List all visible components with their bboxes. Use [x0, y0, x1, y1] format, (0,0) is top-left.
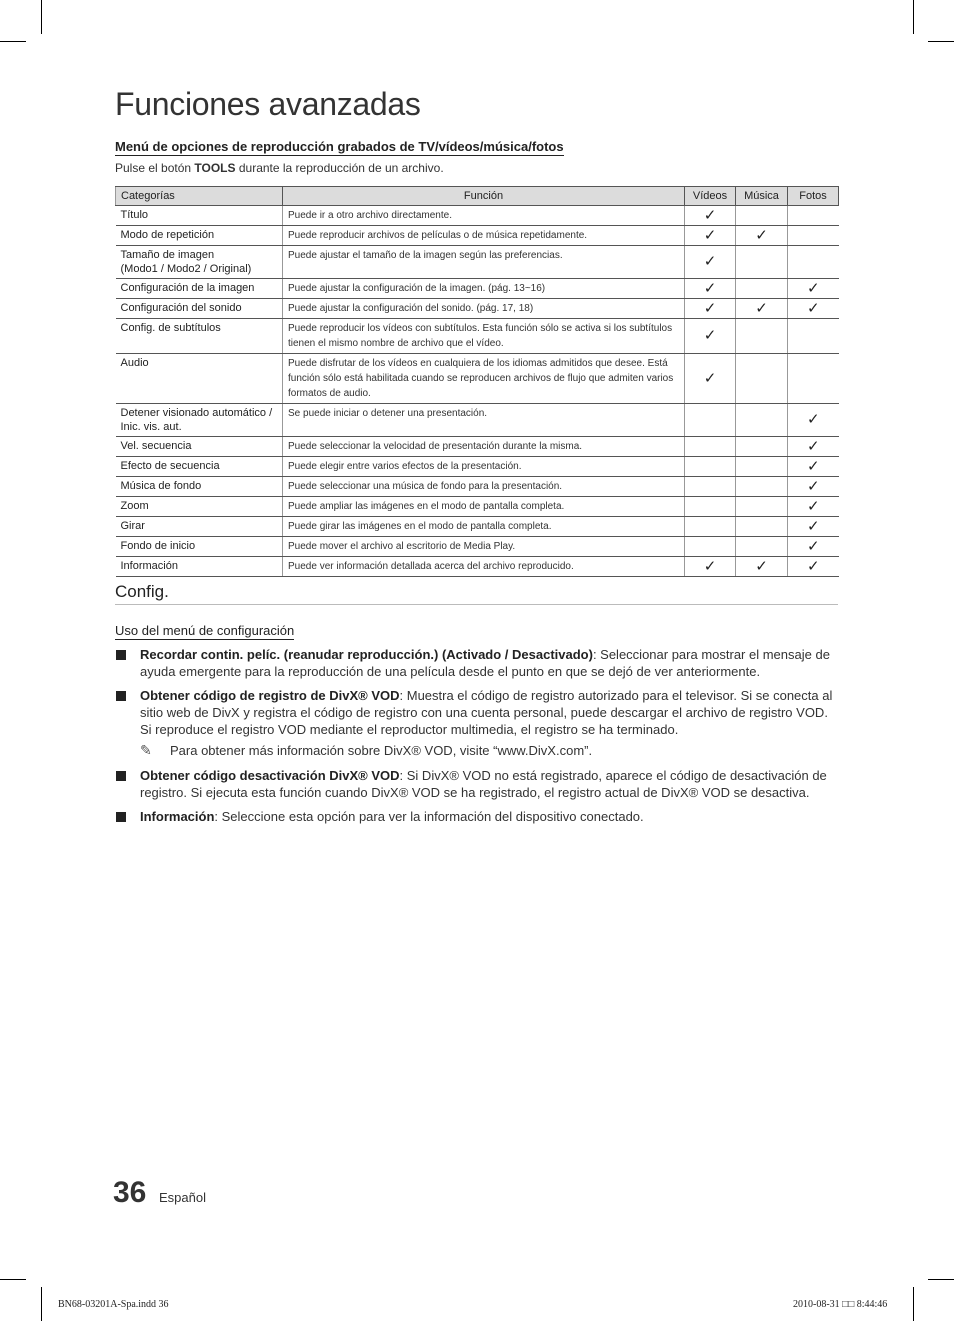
- page-language: Español: [159, 1190, 206, 1205]
- support-cell: [788, 497, 839, 517]
- support-cell: [685, 517, 736, 537]
- function-cell: Puede disfrutar de los vídeos en cualquiera de los idiomas admitidos que desee. Está función sólo está habilitada cuando se reproducen archivos de flujo que admiten varios formatos de audio.: [283, 354, 685, 404]
- support-cell: [736, 497, 788, 517]
- crop-mark: [41, 0, 42, 34]
- table-row: [116, 206, 839, 226]
- function-cell: Puede ampliar las imágenes en el modo de pantalla completa.: [283, 497, 685, 517]
- function-cell: Puede seleccionar una música de fondo para la presentación.: [283, 477, 685, 497]
- function-cell: Puede reproducir archivos de películas o de música repetidamente.: [283, 226, 685, 246]
- support-cell: [788, 226, 839, 246]
- support-cell: [788, 437, 839, 457]
- check-icon: ✓: [806, 537, 820, 555]
- table-header-row: [116, 187, 839, 206]
- support-cell: [736, 404, 788, 437]
- crop-mark: [913, 0, 914, 34]
- support-cell: [736, 246, 788, 279]
- crop-mark: [913, 1287, 914, 1321]
- square-bullet-icon: [116, 650, 126, 660]
- check-icon: ✓: [806, 411, 820, 428]
- options-table: [115, 186, 839, 577]
- function-cell: Puede reproducir los vídeos con subtítulos. Esta función sólo se activa si los subtítulos tienen el mismo nombre de archivo que el vídeo.: [283, 319, 685, 354]
- check-icon: ✓: [806, 497, 820, 515]
- table-row: [116, 477, 839, 497]
- divider: [115, 604, 838, 605]
- crop-mark: [928, 41, 954, 42]
- support-cell: [788, 537, 839, 557]
- function-cell: Puede ver información detallada acerca del archivo reproducido.: [283, 557, 685, 577]
- category-cell: Fondo de inicio: [116, 537, 283, 557]
- category-cell: Girar: [116, 517, 283, 537]
- support-cell: [685, 537, 736, 557]
- support-cell: [685, 319, 736, 354]
- header-categorias: Categorías: [116, 187, 283, 206]
- check-icon: ✓: [703, 253, 717, 270]
- support-cell: [685, 206, 736, 226]
- function-cell: Puede girar las imágenes en el modo de pantalla completa.: [283, 517, 685, 537]
- list-item: Información: Seleccione esta opción para ver la información del dispositivo conectado.: [115, 808, 840, 825]
- table-row: [116, 557, 839, 577]
- table-row: [116, 299, 839, 319]
- support-cell: [736, 319, 788, 354]
- table-row: [116, 437, 839, 457]
- category-cell: Detener visionado automático / Inic. vis. aut.: [116, 404, 283, 437]
- function-cell: Puede ajustar la configuración de la imagen. (pág. 13~16): [283, 279, 685, 299]
- check-icon: ✓: [703, 206, 717, 224]
- support-cell: [685, 477, 736, 497]
- support-cell: [685, 497, 736, 517]
- intro-text: Pulse el botón TOOLS durante la reproducción de un archivo.: [115, 161, 444, 175]
- function-cell: Puede seleccionar la velocidad de presentación durante la misma.: [283, 437, 685, 457]
- check-icon: ✓: [806, 517, 820, 535]
- support-cell: [736, 457, 788, 477]
- support-cell: [736, 279, 788, 299]
- note: ✎ Para obtener más información sobre DivX® VOD, visite “www.DivX.com”.: [140, 742, 593, 758]
- category-cell: Información: [116, 557, 283, 577]
- support-cell: [685, 557, 736, 577]
- config-title: Config.: [115, 582, 169, 601]
- support-cell: [685, 354, 736, 404]
- config-subheading: Uso del menú de configuración: [115, 623, 295, 638]
- check-icon: ✓: [703, 279, 717, 297]
- square-bullet-icon: [116, 771, 126, 781]
- function-cell: Puede ajustar el tamaño de la imagen según las preferencias.: [283, 246, 685, 279]
- function-cell: Puede mover el archivo al escritorio de Media Play.: [283, 537, 685, 557]
- crop-mark: [41, 1287, 42, 1321]
- support-cell: [736, 437, 788, 457]
- table-row: [116, 404, 839, 437]
- support-cell: [736, 557, 788, 577]
- header-musica: Música: [736, 187, 788, 206]
- function-cell: Puede ir a otro archivo directamente.: [283, 206, 685, 226]
- check-icon: ✓: [806, 279, 820, 297]
- check-icon: ✓: [703, 226, 717, 244]
- tools-key-label: TOOLS: [194, 161, 236, 175]
- list-item: Recordar contin. pelíc. (reanudar reproducción.) (Activado / Desactivado): Seleccionar para mostrar el mensaje de ayuda emergente para la reproducción de una película desde el punto en que se dejó de ver anteriormente.: [115, 646, 840, 680]
- function-cell: Se puede iniciar o detener una presentación.: [283, 404, 685, 437]
- check-icon: ✓: [703, 327, 717, 344]
- support-cell: [788, 457, 839, 477]
- header-videos: Vídeos: [685, 187, 736, 206]
- support-cell: [685, 226, 736, 246]
- category-cell: Zoom: [116, 497, 283, 517]
- header-fotos: Fotos: [788, 187, 839, 206]
- support-cell: [685, 404, 736, 437]
- support-cell: [788, 206, 839, 226]
- check-icon: ✓: [806, 457, 820, 475]
- table-row: [116, 497, 839, 517]
- crop-mark: [0, 41, 26, 42]
- crop-mark: [0, 1279, 26, 1280]
- square-bullet-icon: [116, 812, 126, 822]
- print-timestamp: 2010-08-31 □□ 8:44:46: [793, 1299, 888, 1310]
- table-row: [116, 246, 839, 279]
- support-cell: [736, 354, 788, 404]
- pencil-note-icon: ✎: [140, 742, 152, 758]
- support-cell: [736, 517, 788, 537]
- table-row: [116, 279, 839, 299]
- check-icon: ✓: [755, 557, 768, 575]
- check-icon: ✓: [755, 226, 768, 244]
- table-row: [116, 319, 839, 354]
- category-cell: Tamaño de imagen (Modo1 / Modo2 / Original): [116, 246, 283, 279]
- check-icon: ✓: [703, 369, 717, 387]
- check-icon: ✓: [755, 299, 768, 317]
- category-cell: Configuración de la imagen: [116, 279, 283, 299]
- check-icon: ✓: [806, 437, 820, 455]
- category-cell: Configuración del sonido: [116, 299, 283, 319]
- page-number: 36: [113, 1176, 147, 1209]
- category-cell: Título: [116, 206, 283, 226]
- support-cell: [788, 557, 839, 577]
- support-cell: [736, 477, 788, 497]
- header-funcion: Función: [283, 187, 685, 206]
- check-icon: ✓: [703, 299, 717, 317]
- print-file-info: BN68-03201A-Spa.indd 36: [58, 1299, 169, 1310]
- table-row: [116, 457, 839, 477]
- list-item: Obtener código desactivación DivX® VOD: Si DivX® VOD no está registrado, aparece el código de desactivación de registro. Si ejecuta esta función cuando DivX® VOD se ha registrado, el registro actual de DivX® VOD se desactiva.: [115, 767, 840, 801]
- support-cell: [736, 226, 788, 246]
- category-cell: Música de fondo: [116, 477, 283, 497]
- list-item: Obtener código de registro de DivX® VOD: Muestra el código de registro autorizado para el televisor. Si se conecta al sitio web de DivX y registra el código de registro con una cuenta personal, puede descargar el archivo de registro VOD. Si reproduce el registro VOD mediante el reproductor multimedia, el registro se ha terminado.: [115, 687, 840, 738]
- support-cell: [788, 404, 839, 437]
- category-cell: Modo de repetición: [116, 226, 283, 246]
- support-cell: [788, 517, 839, 537]
- support-cell: [788, 477, 839, 497]
- support-cell: [788, 354, 839, 404]
- category-cell: Efecto de secuencia: [116, 457, 283, 477]
- table-row: [116, 226, 839, 246]
- config-list: [115, 646, 840, 832]
- support-cell: [788, 279, 839, 299]
- support-cell: [685, 299, 736, 319]
- support-cell: [685, 437, 736, 457]
- square-bullet-icon: [116, 691, 126, 701]
- category-cell: Vel. secuencia: [116, 437, 283, 457]
- table-row: [116, 537, 839, 557]
- page-title: Funciones avanzadas: [115, 86, 421, 122]
- table-row: [116, 517, 839, 537]
- support-cell: [685, 279, 736, 299]
- support-cell: [736, 299, 788, 319]
- category-cell: Config. de subtítulos: [116, 319, 283, 354]
- support-cell: [736, 537, 788, 557]
- support-cell: [788, 299, 839, 319]
- check-icon: ✓: [703, 557, 717, 575]
- function-cell: Puede ajustar la configuración del sonido. (pág. 17, 18): [283, 299, 685, 319]
- check-icon: ✓: [806, 477, 820, 495]
- category-cell: Audio: [116, 354, 283, 404]
- support-cell: [685, 246, 736, 279]
- table-row: [116, 354, 839, 404]
- support-cell: [788, 319, 839, 354]
- support-cell: [685, 457, 736, 477]
- crop-mark: [928, 1279, 954, 1280]
- check-icon: ✓: [806, 299, 820, 317]
- function-cell: Puede elegir entre varios efectos de la presentación.: [283, 457, 685, 477]
- support-cell: [736, 206, 788, 226]
- section-heading: Menú de opciones de reproducción grabados de TV/vídeos/música/fotos: [115, 139, 564, 154]
- check-icon: ✓: [806, 557, 820, 575]
- support-cell: [788, 246, 839, 279]
